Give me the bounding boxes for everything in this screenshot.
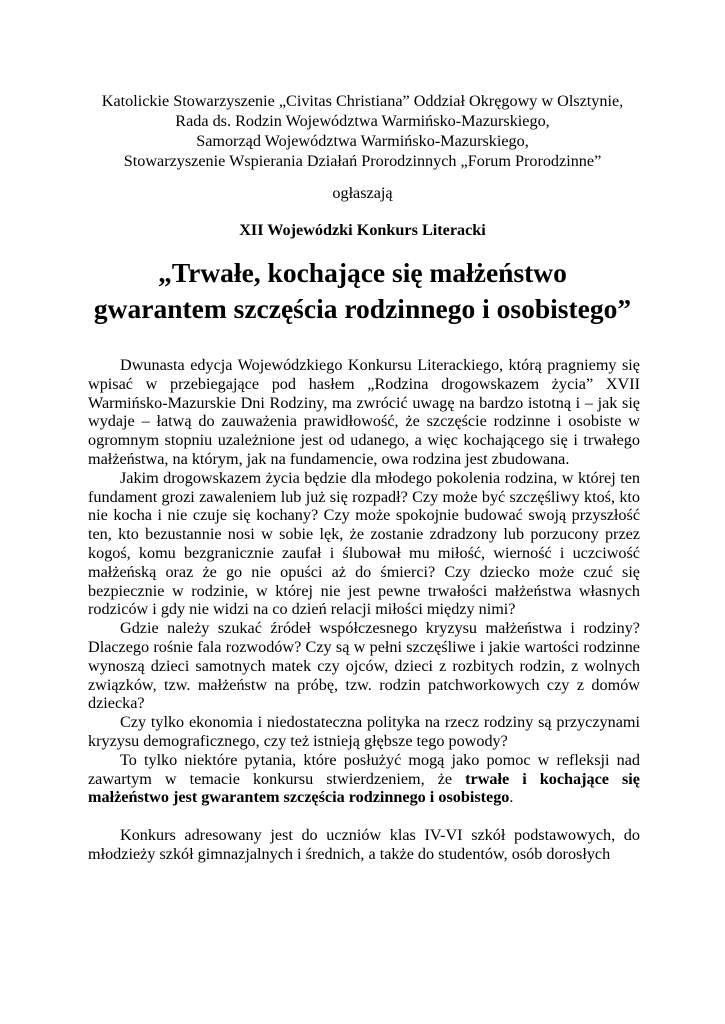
organizer-line: Samorząd Województwa Warmińsko-Mazurskiego,	[196, 132, 529, 150]
organizer-line: Rada ds. Rodzin Województwa Warmińsko-Mazurskiego,	[175, 112, 550, 130]
paragraph: Konkurs adresowany jest do uczniów klas IV-VI szkół podstawowych, do młodzieży szkół gimnazjalnych i średnich, a także do studentów, osób dorosłych	[88, 825, 640, 863]
contest-name: XII Wojewódzki Konkurs Literacki	[239, 221, 486, 239]
title-line-1: „Trwałe, kochające się małżeństwo	[158, 257, 567, 288]
document-title	[40, 255, 685, 327]
paragraph: Gdzie należy szukać źródeł współczesnego kryzysu małżeństwa i rodziny? Dlaczego rośnie fala rozwodów? Czy są w pełni szczęśliwe i jakie wartości rodzinne wynoszą dzieci samotnych matek czy ojców, dzieci z rozbitych rodzin, z wolnych związków, tzw. małżeństw na próbę, tzw. rodzin patchworkowych czy z domów dziecka?	[88, 619, 640, 713]
paragraph	[88, 751, 640, 807]
organizer-line: Katolickie Stowarzyszenie „Civitas Christiana” Oddział Okręgowy w Olsztynie,	[101, 92, 624, 110]
paragraph: Jakim drogowskazem życia będzie dla młodego pokolenia rodzina, w której ten fundament grozi zawaleniem lub już się rozpadł? Czy może być szczęśliwy ktoś, kto nie kocha i nie czuje się kochany? Czy może spokojnie budować swoją przyszłość ten, kto bezustannie nosi w sobie lęk, że zostanie zdradzony lub porzucony przez kogoś, komu bezgranicznie zaufał i ślubował mu miłość, wierność i uczciwość małżeńską oraz że go nie opuści aż do śmierci? Czy dziecko może czuć się bezpiecznie w rodzinie, w której nie jest pewne trwałości małżeństwa własnych rodziców i gdy nie widzi na co dzień relacji miłości między nimi?	[88, 468, 640, 619]
organizers-block	[60, 91, 665, 171]
paragraph-end: .	[509, 788, 514, 807]
announce-text: ogłaszają	[332, 184, 393, 202]
body-text	[88, 356, 640, 864]
paragraph: Dwunasta edycja Wojewódzkiego Konkursu Literackiego, którą pragniemy się wpisać w przebiegające pod hasłem „Rodzina drogowskazem życia” XVII Warmińsko-Mazurskie Dni Rodziny, ma zwrócić uwagę na bardzo istotną i – jak się wydaje – łatwą do zauważenia prawidłowość, że szczęście rodzinne i osobiste w ogromnym stopniu uzależnione jest od udanego, a więc kochającego się i trwałego małżeństwa, na którym, jak na fundamencie, owa rodzina jest zbudowana.	[88, 356, 640, 468]
paragraph: Czy tylko ekonomia i niedostateczna polityka na rzecz rodziny są przyczynami kryzysu demograficznego, czy też istnieją głębsze tego powody?	[88, 713, 640, 750]
paragraph-emphasis: trwałe i kochające się małżeństwo jest gwarantem szczęścia rodzinnego i osobistego	[88, 769, 640, 807]
organizer-line: Stowarzyszenie Wspierania Działań Prorodzinnych „Forum Prorodzinne”	[123, 152, 602, 170]
title-line-2: gwarantem szczęścia rodzinnego i osobistego”	[93, 293, 632, 324]
paragraph-text: To tylko niektóre pytania, które posłużyć mogą jako pomoc w refleksji nad zawartym w temacie konkursu stwierdzeniem, że	[88, 750, 640, 788]
